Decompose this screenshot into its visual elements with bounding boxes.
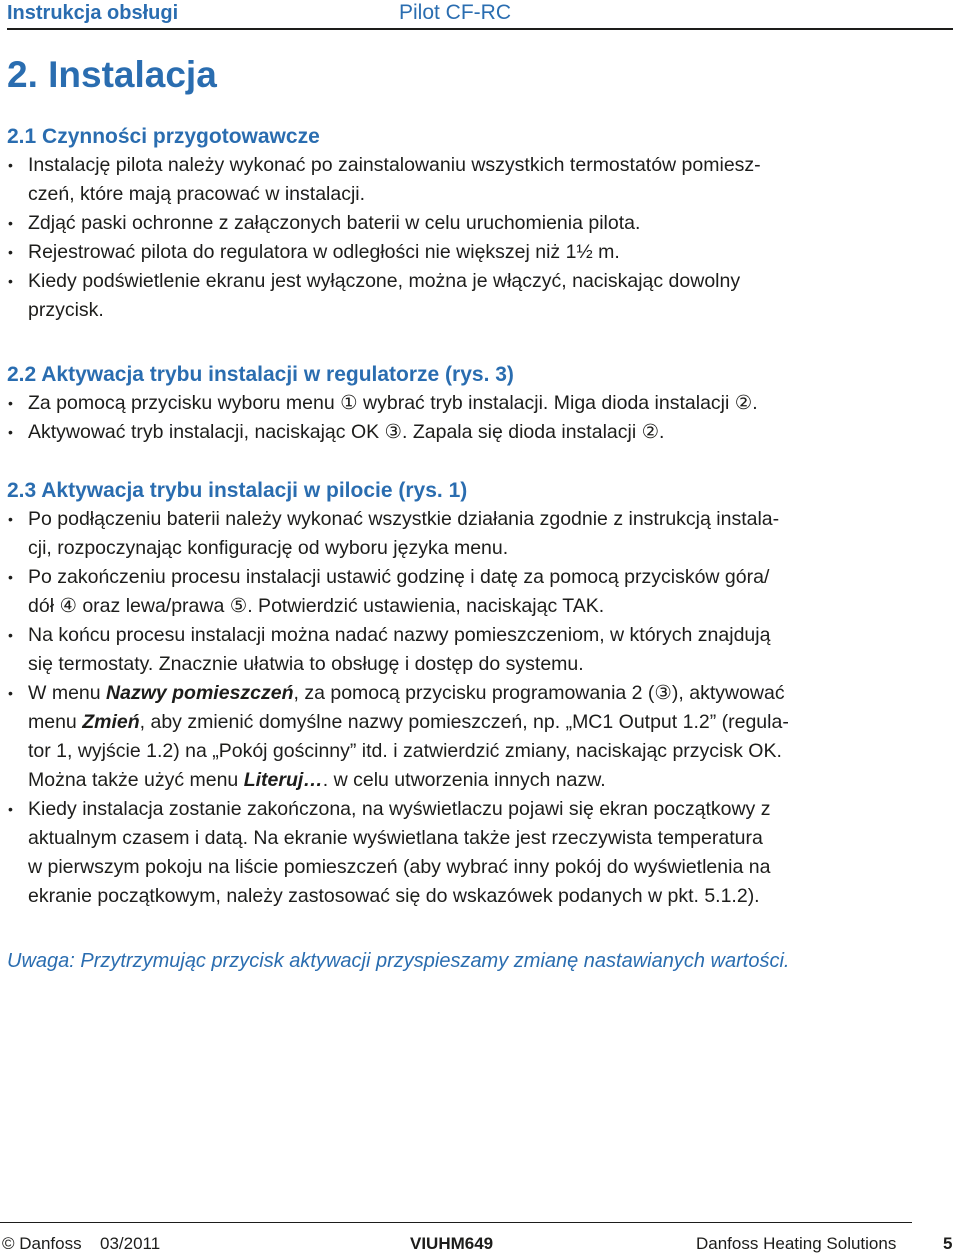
list-item: • Po zakończeniu procesu instalacji ustawić godzinę i datę za pomocą przycisków góra/ dół ④ oraz lewa/prawa ⑤. Potwierdzić ustawienia, naciskając TAK. [7, 563, 912, 621]
bullet-list [7, 151, 912, 325]
header-product: Pilot CF-RC [399, 1, 512, 24]
bullet: • [8, 569, 13, 585]
section-heading: 2.3 Aktywacja trybu instalacji w pilocie (rys. 1) [7, 479, 468, 502]
list-item: • Instalację pilota należy wykonać po zainstalowaniu wszystkich termostatów pomiesz- czeń, które mają pracować w instalacji. [7, 151, 912, 209]
page-header [7, 0, 953, 30]
section-2-1 [7, 122, 912, 325]
list-item: • W menu Nazwy pomieszczeń, za pomocą przycisku programowania 2 (③), aktywować menu Zmień, aby zmienić domyślne nazwy pomieszczeń, np. „MC1 Output 1.2” (regula- tor 1, wyjście 1.2) na „Pokój gościnny” itd. i zatwierdzić zmiany, naciskając przycisk OK. Można także użyć menu Literuj…. w celu utworzenia innych nazw. [7, 679, 912, 795]
bullet: • [8, 627, 13, 643]
page-number: 5 [943, 1234, 953, 1253]
header-doc-type: Instrukcja obsługi [7, 2, 179, 24]
section-heading: 2.1 Czynności przygotowawcze [7, 125, 320, 148]
menu-name-spell: Literuj… [243, 769, 323, 791]
footer-date: 03/2011 [100, 1234, 161, 1253]
bullet-list [7, 389, 912, 447]
bullet: • [8, 244, 13, 260]
page-footer [0, 1222, 960, 1257]
menu-name-room-names: Nazwy pomieszczeń [106, 682, 294, 704]
bullet: • [8, 273, 13, 289]
footer-company: Danfoss Heating Solutions [696, 1234, 897, 1253]
bullet-list [7, 505, 912, 911]
menu-name-change: Zmień [82, 711, 140, 733]
section-2-3 [7, 476, 912, 911]
list-item: • Rejestrować pilota do regulatora w odległości nie większej niż 1½ m. [7, 238, 912, 267]
note-text: Uwaga: Przytrzymując przycisk aktywacji przyspieszamy zmianę nastawianych wartości. [7, 950, 790, 972]
footer-doc-code: VIUHM649 [410, 1234, 494, 1253]
list-item: • Aktywować tryb instalacji, naciskając OK ③. Zapala się dioda instalacji ②. [7, 418, 912, 447]
section-heading: 2.2 Aktywacja trybu instalacji w regulatorze (rys. 3) [7, 363, 514, 386]
bullet: • [8, 395, 13, 411]
list-item: • Kiedy instalacja zostanie zakończona, na wyświetlaczu pojawi się ekran początkowy z aktualnym czasem i datą. Na ekranie wyświetlana także jest rzeczywista temperatura w pierwszym pokoju na liście pomieszczeń (aby wybrać inny pokój do wyświetlenia na ekranie początkowym, należy zastosować się do wskazówek podanych w pkt. 5.1.2). [7, 795, 912, 911]
section-2-2 [7, 360, 912, 447]
bullet: • [8, 424, 13, 440]
list-item: • Zdjąć paski ochronne z załączonych baterii w celu uruchomienia pilota. [7, 209, 912, 238]
page-title: 2. Instalacja [7, 54, 217, 95]
list-item: • Kiedy podświetlenie ekranu jest wyłączone, można je włączyć, naciskając dowolny przycisk. [7, 267, 912, 325]
bullet: • [8, 511, 13, 527]
footer-copyright: © Danfoss [2, 1234, 82, 1253]
bullet: • [8, 801, 13, 817]
bullet: • [8, 215, 13, 231]
list-item: • Po podłączeniu baterii należy wykonać wszystkie działania zgodnie z instrukcją instala- cji, rozpoczynając konfigurację od wyboru języka menu. [7, 505, 912, 563]
list-item: • Za pomocą przycisku wyboru menu ① wybrać tryb instalacji. Miga dioda instalacji ②. [7, 389, 912, 418]
bullet: • [8, 685, 13, 701]
footer-divider [0, 1222, 912, 1223]
bullet: • [8, 157, 13, 173]
list-item: • Na końcu procesu instalacji można nadać nazwy pomieszczeniom, w których znajdują się termostaty. Znacznie ułatwia to obsługę i dostęp do systemu. [7, 621, 912, 679]
